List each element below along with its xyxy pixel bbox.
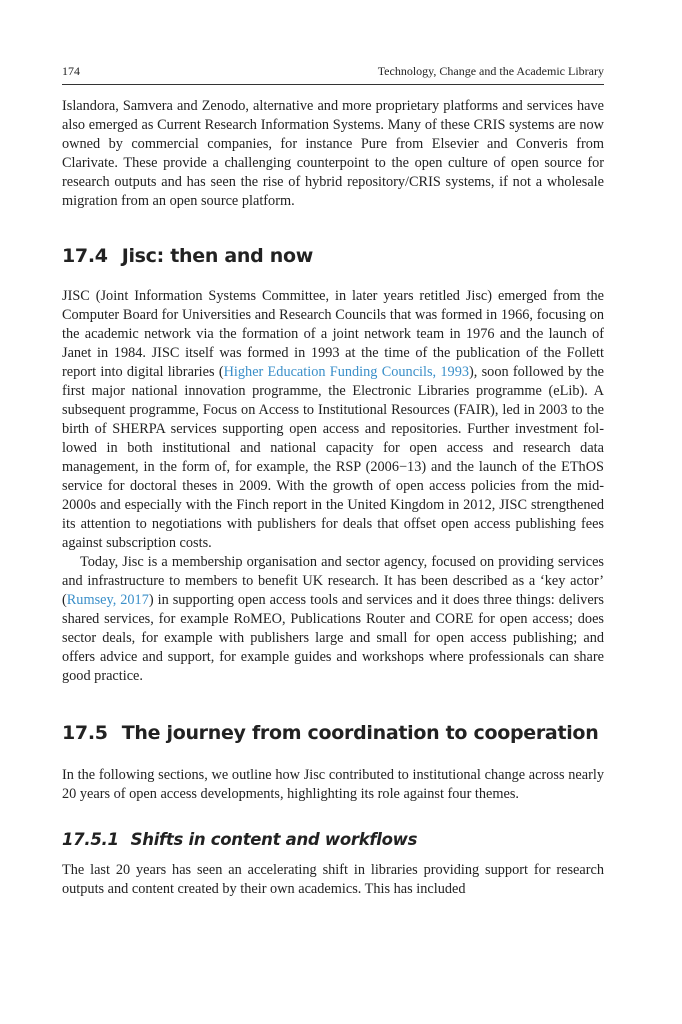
section-title: The journey from coordination to cooperation	[121, 722, 599, 744]
paragraph	[62, 287, 604, 553]
paragraph-text: JISC (Joint Information Systems Committee, in later years retitled Jisc) emerged from the Computer Board for Universities and Research Councils that was formed in 1966, focusing on the academic network via the formation of a joint network team in 1976 and the launch of Janet in 1984. JISC itself was formed in 1993 at the time of the publication of the Follett report into digital libraries (	[62, 288, 604, 380]
running-title: Technology, Change and the Academic Library	[377, 64, 604, 78]
subsection-number: 17.5.1	[62, 830, 119, 849]
paragraph: The last 20 years has seen an accelerating shift in libraries providing support for research outputs and content created by their own academics. This has included	[62, 862, 604, 897]
section-number: 17.5	[62, 722, 108, 744]
section-number: 17.4	[62, 245, 108, 267]
paragraph: In the following sections, we outline how Jisc contributed to institutional change across nearly 20 years of open access developments, highlighting its role against four themes.	[62, 767, 604, 802]
citation-link[interactable]: Rumsey, 2017	[66, 592, 149, 608]
section-title: Jisc: then and now	[121, 245, 313, 267]
subsection-heading-17-5-1	[62, 830, 604, 849]
section-heading-17-4	[62, 245, 604, 267]
subsection-title: Shifts in content and workflows	[130, 830, 418, 849]
paragraph-text: ) in supporting open access tools and services and it does three things: delivers shared services, for example RoMEO, Publications Router and CORE for open access; does sector deals, for example with publishers large and small for open access publishing; and offers advice and support, for example guides and workshops where professionals can share good practice.	[62, 592, 604, 684]
citation-link[interactable]: Higher Education Funding Councils, 1993	[223, 364, 469, 380]
running-header	[62, 64, 604, 85]
paragraph	[62, 553, 604, 686]
section-heading-17-5	[62, 722, 604, 744]
paragraph-text: ), soon followed by the first major national innovation programme, the Electronic Libraries programme (eLib). A subsequent programme, Focus on Access to Institutional Resources (FAIR), led in 2003 to the birth of SHERPA services supporting open access and repositories. Further investment followed in both institutional and national capacity for open access and research data management, in the form of, for example, the RSP (2006−13) and the launch of the EThOS service for doctoral theses in 2009. With the growth of open access policies from the mid-2000s and especially with the Finch report in the United Kingdom in 2012, JISC strengthened its attention to negotiations with publishers for deals that offset open access publishing fees against subscription costs.	[62, 364, 604, 551]
book-page	[62, 64, 604, 899]
page-number: 174	[62, 64, 80, 78]
paragraph: Islandora, Samvera and Zenodo, alternative and more proprietary platforms and services have also emerged as Current Research Information Systems. Many of these CRIS systems are now owned by commercial companies, for instance Pure from Elsevier and Converis from Clarivate. These provide a challenging counterpoint to the open culture of open source for research outputs and has seen the rise of hybrid repository/CRIS systems, if not a wholesale migration from an open source platform.	[62, 98, 604, 209]
paragraph-text: Today, Jisc is a membership organisation and sector agency, focused on providing services and infrastructure to members to benefit UK research. It has been described as a ‘key actor’ (	[62, 554, 604, 608]
